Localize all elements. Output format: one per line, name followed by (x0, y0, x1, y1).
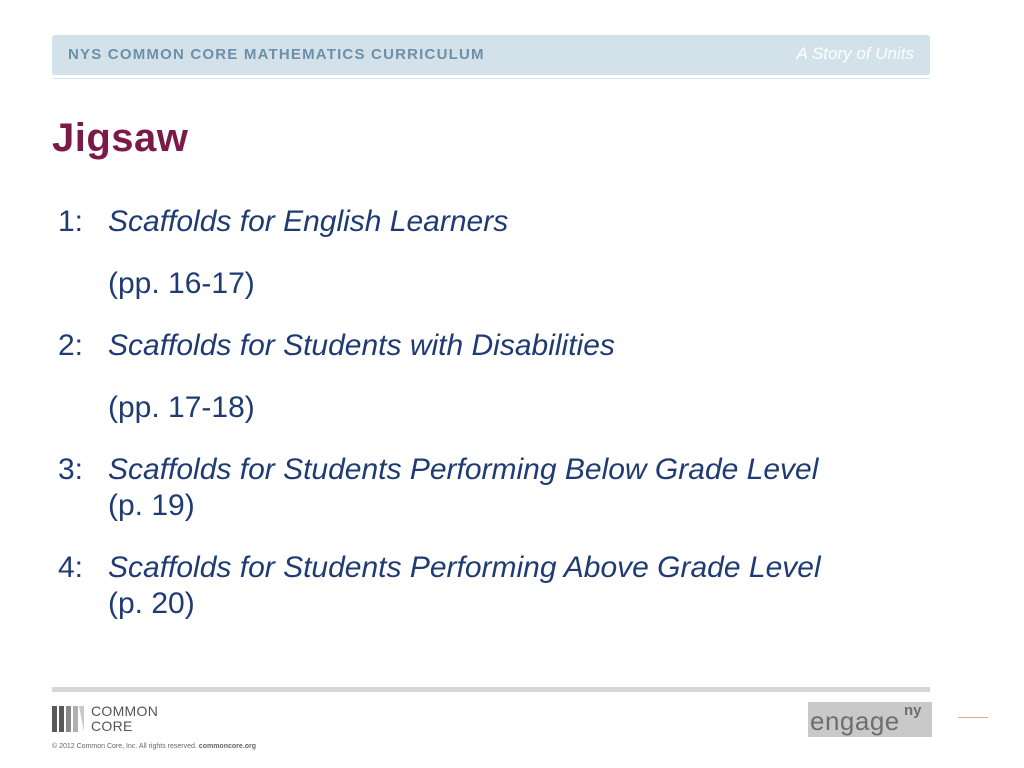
copyright-site-link[interactable]: commoncore.org (198, 743, 256, 750)
item-number: 2: (58, 329, 84, 362)
jigsaw-list (58, 204, 958, 648)
item-number: 3: (58, 453, 84, 486)
list-item (58, 328, 958, 426)
common-core-bars-icon (52, 706, 84, 732)
engage-superscript: ny (904, 702, 922, 719)
copyright-text: © 2012 Common Core, Inc. All rights reserved. (52, 743, 197, 750)
item-pages: (p. 19) (108, 489, 195, 522)
logo-line-1: COMMON (91, 703, 159, 719)
item-pages: (pp. 16-17) (108, 267, 255, 300)
logo-line-2: CORE (91, 718, 133, 734)
accent-line (958, 717, 988, 718)
item-name: Scaffolds for Students Performing Below Grade Level (108, 453, 819, 486)
item-name: Scaffolds for Students with Disabilities (108, 329, 615, 362)
list-item (58, 550, 958, 622)
item-number: 1: (58, 205, 84, 238)
slide-title: Jigsaw (52, 116, 189, 160)
item-name: Scaffolds for Students Performing Above Grade Level (108, 551, 821, 584)
item-name: Scaffolds for English Learners (108, 205, 509, 238)
curriculum-label: NYS COMMON CORE MATHEMATICS CURRICULUM (68, 46, 485, 63)
item-pages: (p. 20) (108, 587, 195, 620)
engage-word: engage (810, 706, 900, 736)
list-item (58, 452, 958, 524)
list-item (58, 204, 958, 302)
common-core-logo (52, 704, 192, 736)
header-divider (52, 78, 930, 79)
footer-divider (52, 687, 930, 692)
engageny-logo (808, 702, 932, 737)
item-pages: (pp. 17-18) (108, 391, 255, 424)
header-bar (52, 35, 930, 75)
story-label: A Story of Units (796, 44, 914, 63)
copyright-notice (52, 743, 256, 750)
item-number: 4: (58, 551, 84, 584)
